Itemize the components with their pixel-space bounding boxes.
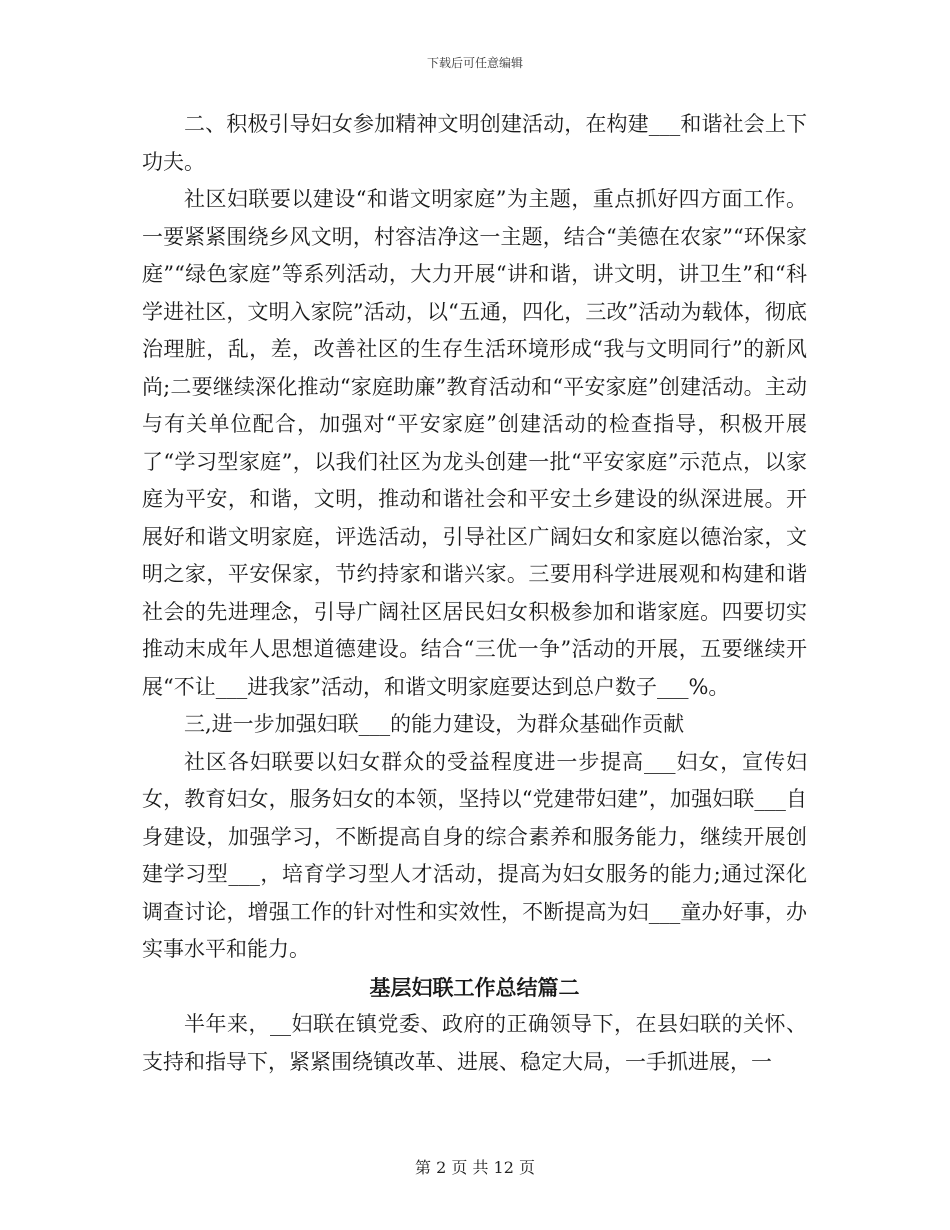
section-title: 基层妇联工作总结篇二 bbox=[369, 974, 580, 1000]
document-body bbox=[142, 106, 807, 1081]
page-number: 第 2 页 共 12 页 bbox=[415, 1158, 535, 1177]
paragraph-harmonious-family: 社区妇联要以建设“和谐文明家庭”为主题，重点抓好四方面工作。一要紧紧围绕乡风文明，村容洁净这一主题，结合“美德在农家”“环保家庭”“绿色家庭”等系列活动，大力开展“讲和谐，讲文明，讲卫生”和“科学进社区，文明入家院”活动，以“五通，四化，三改”活动为载体，彻底治理脏，乱，差，改善社区的生存生活环境形成“我与文明同行”的新风尚;二要继续深化推动“家庭助廉”教育活动和“平安家庭”创建活动。主动与有关单位配合，加强对“平安家庭”创建活动的检查指导，积极开展了“学习型家庭”，以我们社区为龙头创建一批“平安家庭”示范点，以家庭为平安，和谐，文明，推动和谐社会和平安土乡建设的纵深进展。开展好和谐文明家庭，评选活动，引导社区广阔妇女和家庭以德治家，文明之家，平安保家，节约持家和谐兴家。三要用科学进展观和构建和谐社会的先进理念，引导广阔社区居民妇女积极参加和谐家庭。四要切实推动末成年人思想道德建设。结合“三优一争”活动的开展，五要继续开展“不让___进我家”活动，和谐文明家庭要达到总户数子___%。 bbox=[142, 187, 807, 699]
paragraph-section-two-heading: 二、积极引导妇女参加精神文明创建活动，在构建___和谐社会上下功夫。 bbox=[142, 112, 807, 174]
paragraph-half-year-summary: 半年来，__妇联在镇党委、政府的正确领导下，在县妇联的关怀、支持和指导下，紧紧围绕镇改革、进展、稳定大局，一手抓进展，一 bbox=[142, 1012, 807, 1074]
page-header: 下载后可任意编辑 bbox=[426, 56, 523, 70]
paragraph-section-three-heading: 三,进一步加强妇联___的能力建设，为群众基础作贡献 bbox=[184, 712, 685, 736]
paragraph-capacity-building: 社区各妇联要以妇女群众的受益程度进一步提高___妇女，宣传妇女，教育妇女，服务妇女的本领，坚持以“党建带妇建”，加强妇联___自身建设，加强学习，不断提高自身的综合素养和服务能力，继续开展创建学习型___，培育学习型人才活动，提高为妇女服务的能力;通过深化调查讨论，增强工作的针对性和实效性，不断提高为妇___童办好事，办实事水平和能力。 bbox=[142, 749, 807, 961]
